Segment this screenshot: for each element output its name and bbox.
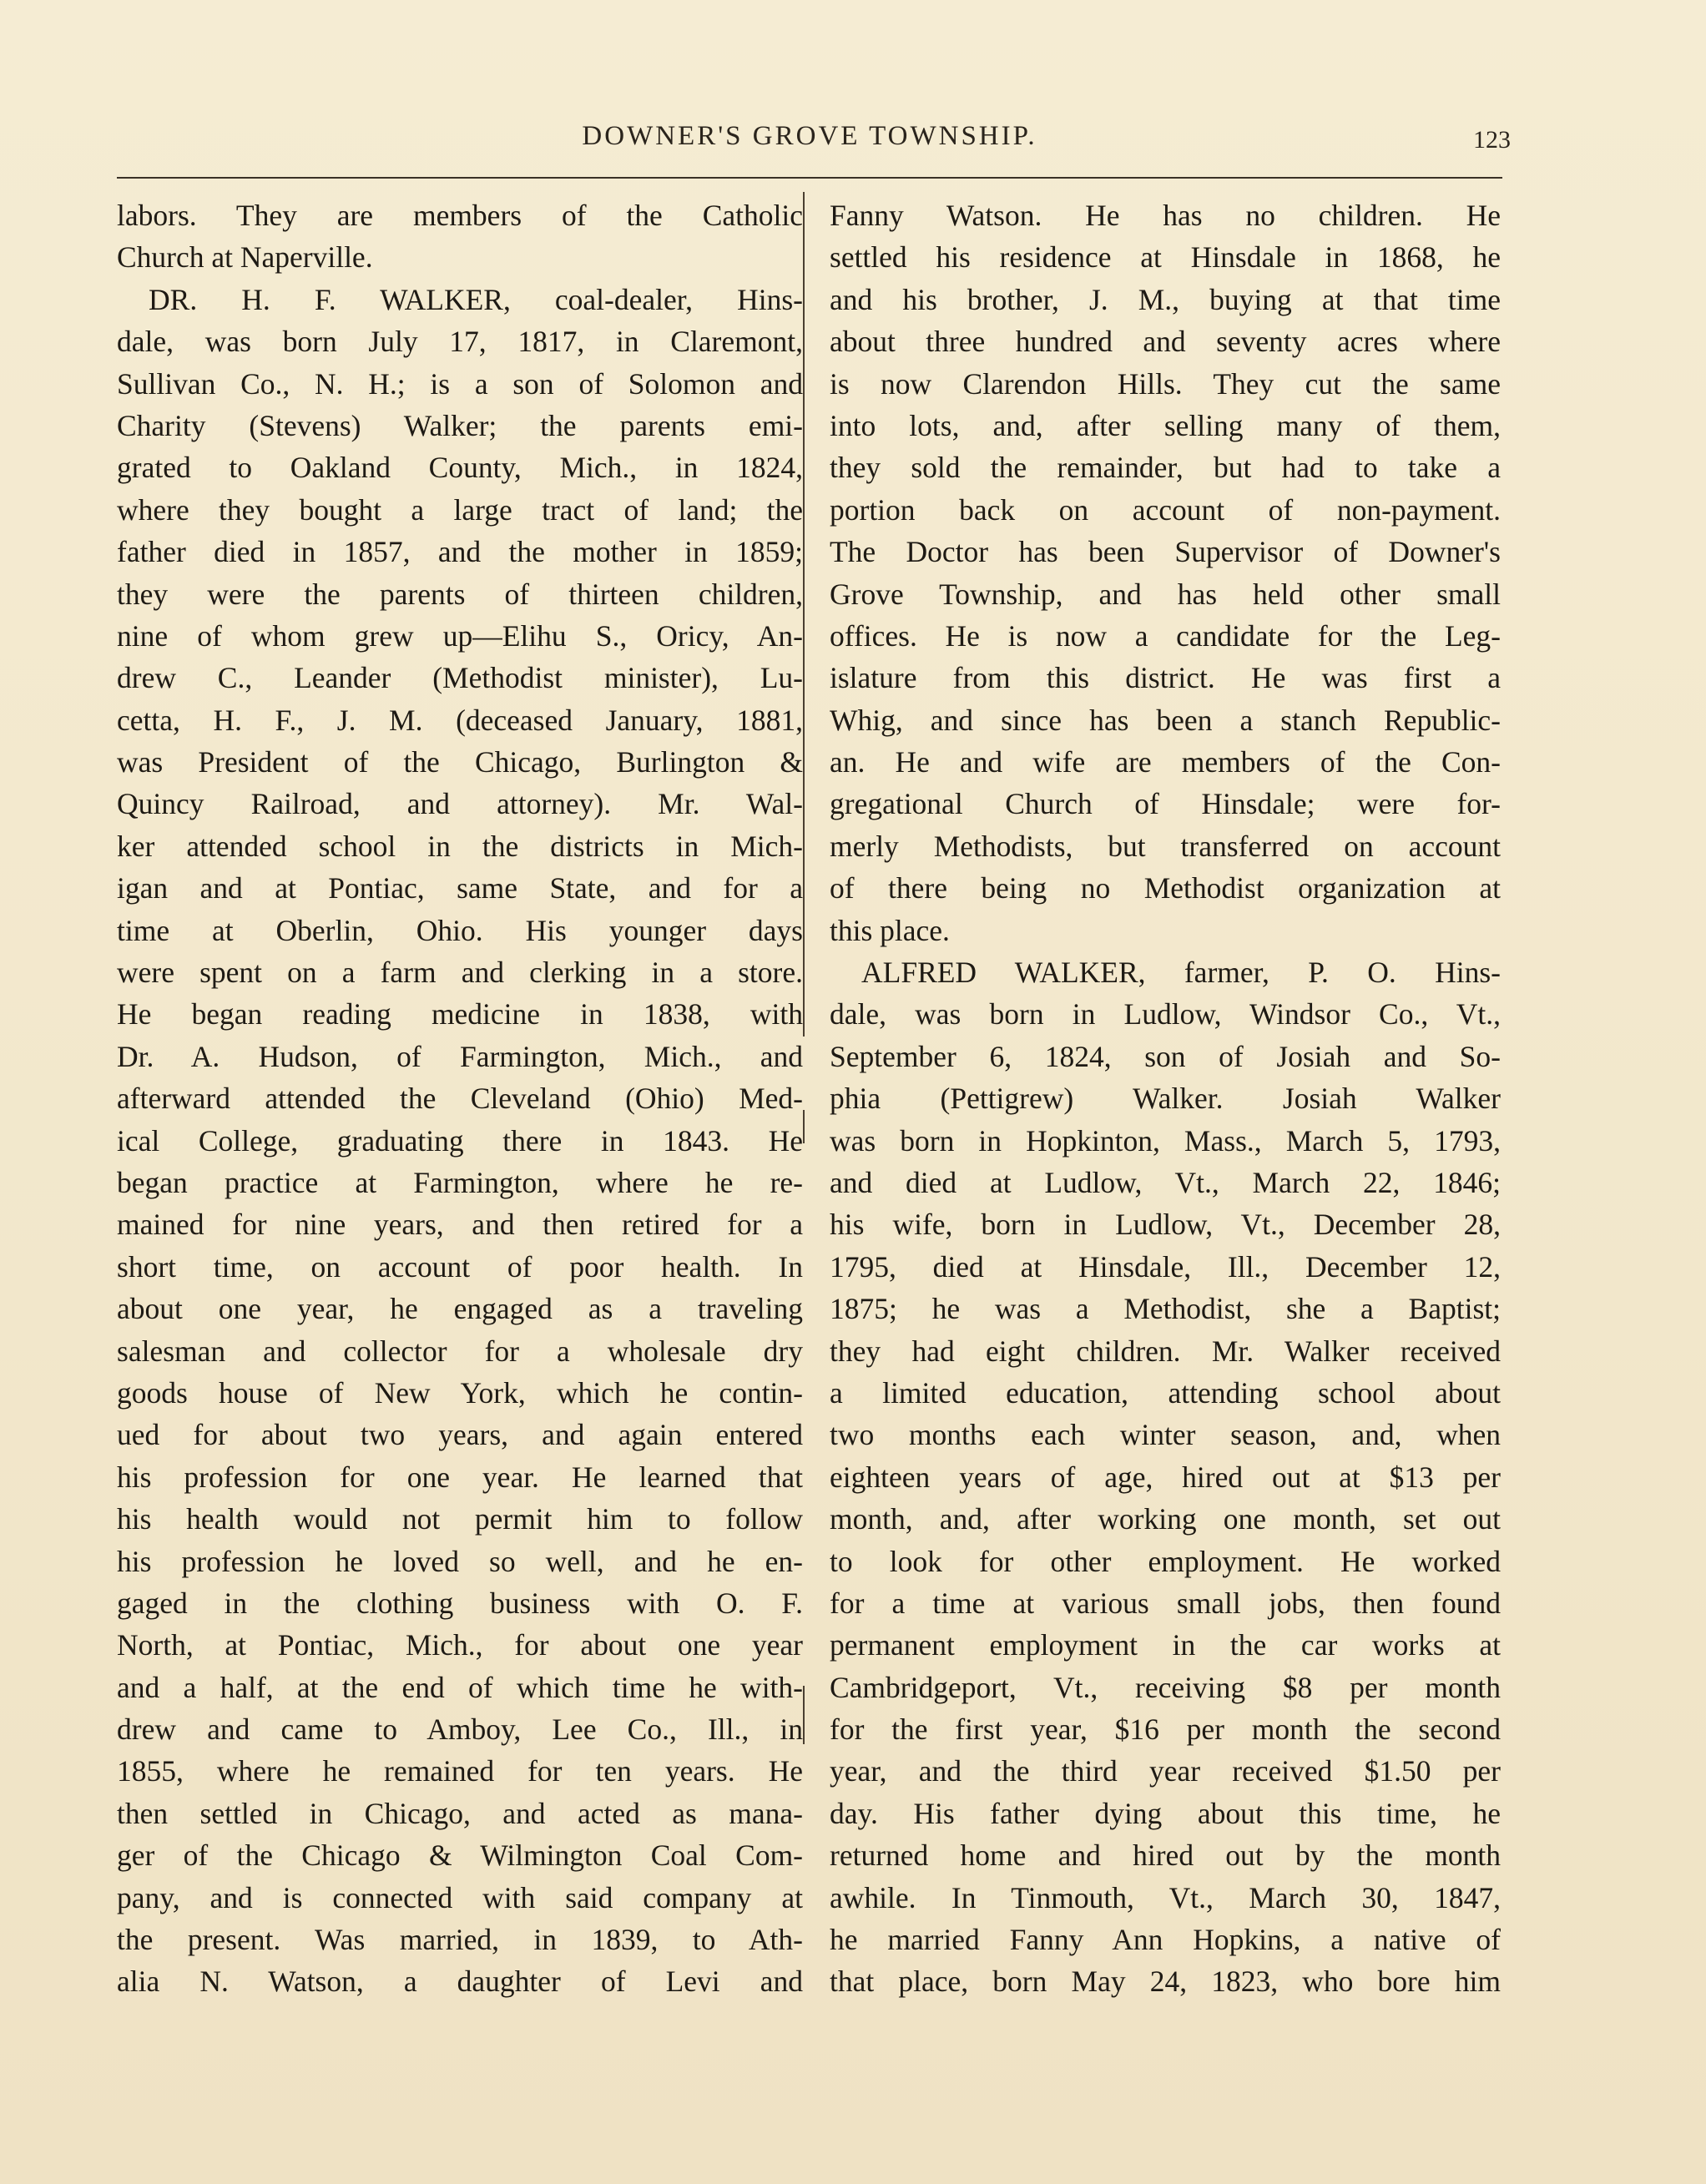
text-line: Dr. A. Hudson, of Farmington, Mich., and: [117, 1039, 803, 1073]
column-divider: [803, 192, 805, 1037]
text-line: of there being no Methodist organization at: [830, 871, 1501, 905]
text-line: cetta, H. F., J. M. (deceased January, 1881,: [117, 703, 803, 737]
text-line: for the first year, $16 per month the second: [830, 1712, 1501, 1747]
text-line: pany, and is connected with said company at: [117, 1880, 803, 1914]
text-line: permanent employment in the car works at: [830, 1628, 1501, 1662]
text-line: 1855, where he remained for ten years. He: [117, 1754, 803, 1788]
text-line: a limited education, attending school about: [830, 1375, 1501, 1410]
text-line: Charity (Stevens) Walker; the parents emi-: [117, 408, 803, 442]
text-line: into lots, and, after selling many of them,: [830, 408, 1501, 442]
text-line: the present. Was married, in 1839, to Ath-: [117, 1923, 803, 1957]
text-line: day. His father dying about this time, he: [830, 1796, 1501, 1830]
text-line: settled his residence at Hinsdale in 1868, he: [830, 240, 1501, 275]
page-number: 123: [1473, 126, 1511, 154]
text-line: ued for about two years, and again entered: [117, 1418, 803, 1452]
text-line: September 6, 1824, son of Josiah and So-: [830, 1039, 1501, 1073]
text-line: and died at Ludlow, Vt., March 22, 1846;: [830, 1165, 1501, 1199]
text-line: afterward attended the Cleveland (Ohio) Med-: [117, 1082, 803, 1116]
text-line: portion back on account of non-payment.: [830, 492, 1501, 527]
text-line: merly Methodists, but transferred on account: [830, 829, 1501, 863]
text-line: dale, was born July 17, 1817, in Claremont,: [117, 325, 803, 359]
text-line: returned home and hired out by the month: [830, 1838, 1501, 1873]
text-line: Sullivan Co., N. H.; is a son of Solomon and: [117, 366, 803, 401]
column-divider-fragment: [803, 1686, 805, 1744]
text-line: Quincy Railroad, and attorney). Mr. Wal-: [117, 787, 803, 821]
left-column: [117, 194, 803, 2003]
text-line: began practice at Farmington, where he re-: [117, 1165, 803, 1199]
running-header: [117, 121, 1511, 171]
text-line: phia (Pettigrew) Walker. Josiah Walker: [830, 1082, 1501, 1116]
text-line: dale, was born in Ludlow, Windsor Co., Vt.,: [830, 997, 1501, 1031]
text-line: Whig, and since has been a stanch Republic-: [830, 703, 1501, 737]
text-line: grated to Oakland County, Mich., in 1824,: [117, 451, 803, 485]
text-line: eighteen years of age, hired out at $13 per: [830, 1460, 1501, 1494]
text-line: he married Fanny Ann Hopkins, a native of: [830, 1923, 1501, 1957]
text-line: drew C., Leander (Methodist minister), Lu-: [117, 661, 803, 695]
text-line: DR. H. F. WALKER, coal-dealer, Hins-: [149, 282, 803, 316]
text-line: 1795, died at Hinsdale, Ill., December 12,: [830, 1249, 1501, 1284]
text-line: two months each winter season, and, when: [830, 1418, 1501, 1452]
text-line: 1875; he was a Methodist, she a Baptist;: [830, 1292, 1501, 1326]
text-line: was born in Hopkinton, Mass., March 5, 1793,: [830, 1123, 1501, 1158]
text-line: igan and at Pontiac, same State, and for a: [117, 871, 803, 905]
right-column: [830, 194, 1501, 2003]
text-line: The Doctor has been Supervisor of Downer's: [830, 535, 1501, 569]
text-line: and his brother, J. M., buying at that time: [830, 282, 1501, 316]
text-line: to look for other employment. He worked: [830, 1544, 1501, 1578]
text-line: about one year, he engaged as a traveling: [117, 1292, 803, 1326]
text-line: that place, born May 24, 1823, who bore him: [830, 1965, 1501, 1999]
text-line: they sold the remainder, but had to take a: [830, 451, 1501, 485]
text-line: nine of whom grew up—Elihu S., Oricy, An-: [117, 618, 803, 653]
text-line: mained for nine years, and then retired for a: [117, 1208, 803, 1242]
text-line: awhile. In Tinmouth, Vt., March 30, 1847,: [830, 1880, 1501, 1914]
text-line: ker attended school in the districts in Mich-: [117, 829, 803, 863]
text-line: an. He and wife are members of the Con-: [830, 745, 1501, 779]
text-line: were spent on a farm and clerking in a store.: [117, 956, 803, 990]
text-line: ALFRED WALKER, farmer, P. O. Hins-: [861, 956, 1501, 990]
text-line: Cambridgeport, Vt., receiving $8 per month: [830, 1670, 1501, 1704]
text-line: father died in 1857, and the mother in 1859;: [117, 535, 803, 569]
text-line: his health would not permit him to follow: [117, 1502, 803, 1536]
text-line: gaged in the clothing business with O. F.: [117, 1586, 803, 1620]
text-line: is now Clarendon Hills. They cut the same: [830, 366, 1501, 401]
text-line: about three hundred and seventy acres where: [830, 325, 1501, 359]
text-line: where they bought a large tract of land; the: [117, 492, 803, 527]
text-line: for a time at various small jobs, then found: [830, 1586, 1501, 1620]
text-line: his profession he loved so well, and he en-: [117, 1544, 803, 1578]
text-line: year, and the third year received $1.50 per: [830, 1754, 1501, 1788]
text-line: his wife, born in Ludlow, Vt., December 28,: [830, 1208, 1501, 1242]
text-line: He began reading medicine in 1838, with: [117, 997, 803, 1031]
column-divider-fragment: [803, 1110, 805, 1143]
text-line: gregational Church of Hinsdale; were for-: [830, 787, 1501, 821]
text-line: Church at Naperville.: [117, 240, 373, 275]
text-line: alia N. Watson, a daughter of Levi and: [117, 1965, 803, 1999]
text-line: North, at Pontiac, Mich., for about one year: [117, 1628, 803, 1662]
text-line: goods house of New York, which he contin-: [117, 1375, 803, 1410]
text-line: ical College, graduating there in 1843. He: [117, 1123, 803, 1158]
text-line: short time, on account of poor health. In: [117, 1249, 803, 1284]
text-line: drew and came to Amboy, Lee Co., Ill., in: [117, 1712, 803, 1747]
text-line: they had eight children. Mr. Walker received: [830, 1334, 1501, 1368]
text-line: Grove Township, and has held other small: [830, 577, 1501, 611]
text-line: this place.: [830, 913, 950, 947]
text-line: offices. He is now a candidate for the Leg-: [830, 618, 1501, 653]
text-line: labors. They are members of the Catholic: [117, 199, 803, 232]
text-line: islature from this district. He was first a: [830, 661, 1501, 695]
text-line: Fanny Watson. He has no children. He: [830, 199, 1501, 232]
header-rule: [117, 177, 1502, 179]
text-line: then settled in Chicago, and acted as mana-: [117, 1796, 803, 1830]
text-line: they were the parents of thirteen children,: [117, 577, 803, 611]
text-line: his profession for one year. He learned that: [117, 1460, 803, 1494]
text-line: was President of the Chicago, Burlington &: [117, 745, 803, 779]
text-line: time at Oberlin, Ohio. His younger days: [117, 913, 803, 947]
header-title: DOWNER'S GROVE TOWNSHIP.: [582, 121, 1037, 151]
text-line: and a half, at the end of which time he with-: [117, 1670, 803, 1704]
text-line: month, and, after working one month, set out: [830, 1502, 1501, 1536]
text-line: salesman and collector for a wholesale dry: [117, 1334, 803, 1368]
text-line: ger of the Chicago & Wilmington Coal Com-: [117, 1838, 803, 1873]
